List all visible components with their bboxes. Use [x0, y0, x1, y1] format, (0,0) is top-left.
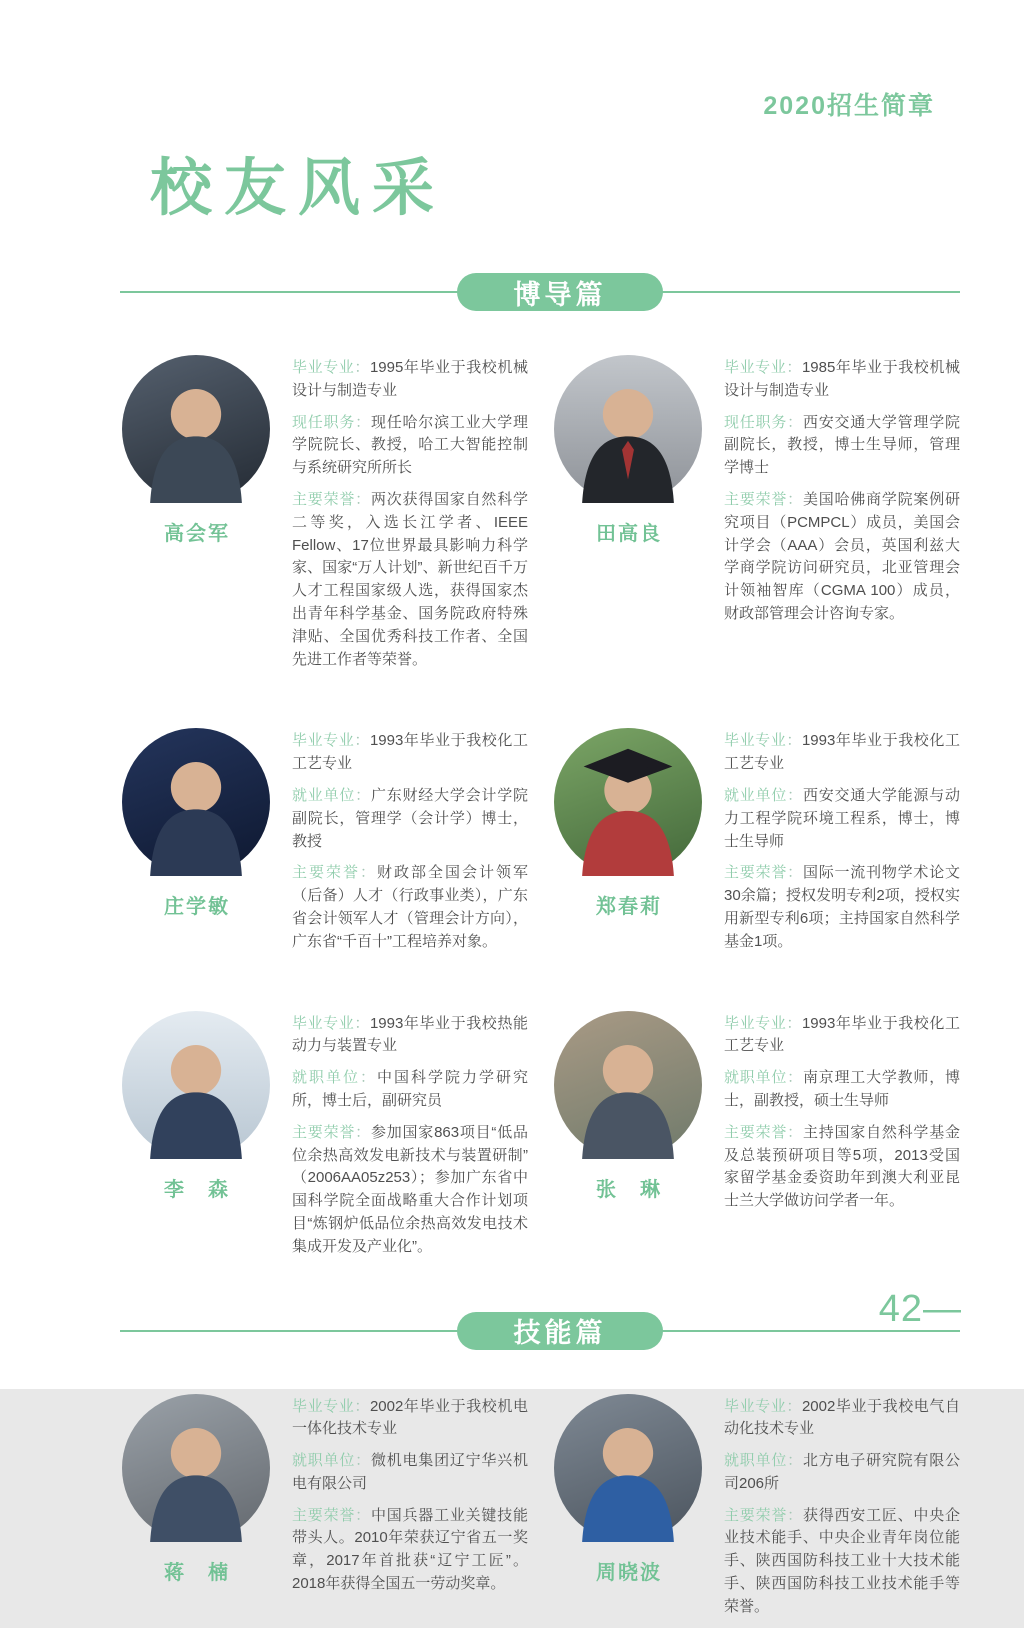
- profile-info: [724, 1011, 960, 1222]
- field-colon: ：: [787, 1123, 803, 1141]
- profile-field: [724, 730, 960, 776]
- field-text: 两次获得国家自然科学二等奖，入选长江学者、IEEE Fellow、17位世界最具影响力科学家、国家“万人计划”、新世纪百千万人才工程国家级人选，获得国家杰出青年科学基金、国务院政府特殊津贴、全国优秀科技工作者、全国先进工作者等荣誉。: [292, 490, 528, 668]
- profile-card: [122, 728, 528, 962]
- profile-field: [292, 1505, 528, 1596]
- profile-photo: [554, 728, 702, 876]
- profile-info: [292, 1011, 528, 1268]
- profile-field: [724, 785, 960, 853]
- profile-card: [554, 1394, 960, 1628]
- field-colon: ：: [786, 359, 802, 376]
- profile-field: [724, 412, 960, 480]
- field-text: 国际一流刊物学术论文30余篇；授权发明专利2项，授权实用新型专利6项；主持国家自然科学基金1项。: [724, 864, 960, 950]
- section-badge: 博导篇: [457, 273, 663, 311]
- profile-name: 李 森: [164, 1178, 230, 1201]
- field-text: 西安交通大学能源与动力工程学院环境工程系，博士，博士生导师: [724, 786, 960, 850]
- profile-name: 蒋 楠: [164, 1561, 230, 1584]
- profile-photo: [554, 1011, 702, 1159]
- section-divider: [120, 1312, 960, 1350]
- page-number: 42—: [878, 1288, 962, 1330]
- profile-card: [122, 1011, 528, 1268]
- field-label: 主要荣誉: [292, 1123, 356, 1141]
- field-text: 微机电集团辽宁华兴机电有限公司: [292, 1452, 528, 1492]
- graduate-silhouette-icon: [554, 728, 702, 876]
- field-colon: ：: [787, 413, 803, 431]
- profile-field: [724, 357, 960, 403]
- profile-photo: [122, 728, 270, 876]
- field-text: 美国哈佛商学院案例研究项目（PCMPCL）成员，美国会计学会（AAA）会员，英国利兹大学商学院访问研究员，北亚管理会计领袖智库（CGMA 100）成员，财政部管理会计咨询专家。: [724, 490, 960, 622]
- profile-card: [554, 728, 960, 962]
- photo-column: [554, 1011, 704, 1202]
- field-label: 就职单位: [292, 1452, 356, 1470]
- field-colon: ：: [787, 1506, 803, 1524]
- photo-column: [554, 355, 704, 546]
- field-label: 现任职务: [724, 413, 788, 431]
- profile-info: [292, 355, 528, 680]
- field-text: 2002毕业于我校电气自动化技术专业: [724, 1397, 960, 1438]
- profile-name: 郑春莉: [596, 896, 662, 919]
- field-text: 主持国家自然科学基金及总装预研项目等5项，2013受国家留学基金委资助年到澳大利亚昆士兰大学做访问学者一年。: [724, 1123, 960, 1210]
- field-text: 1993年毕业于我校化工工艺专业: [724, 732, 960, 773]
- profile-name: 张 琳: [596, 1178, 662, 1201]
- field-colon: ：: [355, 1506, 371, 1524]
- profile-field: [724, 1067, 960, 1113]
- profiles-grid: [0, 1350, 1024, 1628]
- profile-field: [292, 1013, 528, 1059]
- field-colon: ：: [355, 490, 371, 508]
- profile-field: [292, 357, 528, 403]
- field-text: 现任哈尔滨工业大学理学院院长、教授，哈工大智能控制与系统研究所所长: [292, 413, 528, 477]
- profile-info: [292, 1394, 528, 1605]
- field-label: 主要荣誉: [724, 1506, 788, 1524]
- field-colon: ：: [355, 1452, 371, 1470]
- field-text: 2002年毕业于我校机电一体化技术专业: [292, 1397, 528, 1438]
- person-silhouette-icon: [554, 1011, 702, 1159]
- profile-photo: [122, 355, 270, 503]
- profile-field: [724, 1505, 960, 1619]
- person-silhouette-icon: [122, 1394, 270, 1542]
- field-label: 毕业专业: [292, 1014, 355, 1032]
- profile-field: [724, 1013, 960, 1059]
- field-text: 西安交通大学管理学院副院长，教授，博士生导师，管理学博士: [724, 413, 960, 477]
- field-colon: ：: [786, 732, 802, 750]
- profile-info: [724, 728, 960, 962]
- field-colon: ：: [355, 786, 371, 804]
- profile-field: [724, 1122, 960, 1213]
- profile-field: [292, 862, 528, 953]
- field-text: 参加国家863项目“低品位余热高效发电新技术与装置研制”（2006AA05z253）；参加广东省中国科学院全面战略重大合作计划项目“炼钢炉低品位余热高效发电技术集成开发及产业化”。: [292, 1123, 528, 1255]
- field-label: 主要荣誉: [724, 1123, 788, 1141]
- field-colon: ：: [786, 1397, 802, 1415]
- field-label: 主要荣誉: [292, 1506, 356, 1524]
- profile-photo: [122, 1011, 270, 1159]
- field-colon: ：: [354, 1397, 370, 1415]
- profile-name: 庄学敏: [164, 896, 230, 919]
- field-text: 1995年毕业于我校机械设计与制造专业: [292, 359, 528, 399]
- field-colon: ：: [355, 413, 371, 431]
- person-silhouette-icon: [554, 1394, 702, 1542]
- profile-field: [724, 1396, 960, 1442]
- field-text: 财政部全国会计领军（后备）人才（行政事业类），广东省会计领军人才（管理会计方向），广东省“千百十”工程培养对象。: [292, 864, 528, 950]
- field-text: 南京理工大学教师，博士，副教授，硕士生导师: [724, 1069, 960, 1109]
- field-label: 毕业专业: [724, 1397, 787, 1415]
- field-colon: ：: [354, 732, 370, 750]
- field-label: 就业单位: [724, 786, 788, 804]
- photo-column: [554, 1394, 704, 1585]
- photo-column: [122, 1394, 272, 1585]
- profile-field: [724, 862, 960, 953]
- person-silhouette-icon: [122, 728, 270, 876]
- field-label: 主要荣誉: [724, 490, 788, 508]
- profile-name: 高会军: [164, 523, 230, 545]
- profile-field: [292, 1122, 528, 1259]
- person-silhouette-icon: [122, 355, 270, 503]
- field-label: 主要荣誉: [292, 864, 360, 882]
- section-divider: [120, 273, 960, 311]
- field-colon: ：: [786, 1014, 802, 1032]
- section-skills: [0, 1312, 1024, 1628]
- photo-column: [122, 728, 272, 919]
- profile-info: [292, 728, 528, 962]
- field-label: 毕业专业: [292, 359, 355, 376]
- field-label: 现任职务: [292, 413, 356, 431]
- section-doctoral-supervisors: [0, 273, 1024, 1268]
- profile-card: [122, 355, 528, 680]
- page-title: 校友风采: [150, 154, 447, 223]
- field-colon: ：: [787, 1069, 803, 1087]
- field-text: 1985年毕业于我校机械设计与制造专业: [724, 359, 960, 399]
- profile-field: [292, 730, 528, 776]
- field-label: 毕业专业: [724, 1014, 787, 1032]
- field-colon: ：: [354, 359, 370, 376]
- field-colon: ：: [787, 1452, 803, 1470]
- profile-field: [724, 1450, 960, 1496]
- profile-photo: [554, 1394, 702, 1542]
- profiles-grid: [0, 311, 1024, 1268]
- field-colon: ：: [787, 786, 803, 804]
- field-colon: ：: [360, 864, 377, 882]
- field-label: 就职单位: [724, 1452, 788, 1470]
- profile-card: [122, 1394, 528, 1628]
- profile-field: [292, 785, 528, 853]
- field-colon: ：: [787, 864, 803, 882]
- header-badge: 2020招生简章: [763, 92, 935, 120]
- field-label: 主要荣誉: [724, 864, 788, 882]
- section-badge: 技能篇: [457, 1312, 663, 1350]
- profile-field: [724, 489, 960, 626]
- profile-field: [292, 1396, 528, 1442]
- photo-column: [122, 355, 272, 546]
- profile-photo: [122, 1394, 270, 1542]
- field-text: 中国兵器工业关键技能带头人。2010年荣获辽宁省五一奖章，2017年首批获“辽宁工匠”。2018年获得全国五一劳动奖章。: [292, 1506, 528, 1593]
- field-label: 主要荣誉: [292, 490, 356, 508]
- profile-info: [724, 355, 960, 635]
- profile-card: [554, 1011, 960, 1268]
- person-silhouette-icon: [554, 355, 702, 503]
- field-label: 毕业专业: [292, 1397, 355, 1415]
- person-silhouette-icon: [122, 1011, 270, 1159]
- field-colon: ：: [355, 1123, 371, 1141]
- field-label: 毕业专业: [724, 732, 787, 750]
- field-text: 广东财经大学会计学院副院长，管理学（会计学）博士，教授: [292, 786, 528, 850]
- profile-name: 周晓波: [596, 1561, 662, 1584]
- profile-field: [292, 1067, 528, 1113]
- field-label: 就职单位: [724, 1069, 788, 1087]
- field-text: 1993年毕业于我校化工工艺专业: [724, 1014, 960, 1055]
- field-text: 1993年毕业于我校化工工艺专业: [292, 732, 528, 773]
- profile-name: 田高良: [596, 523, 662, 545]
- field-label: 毕业专业: [292, 732, 355, 750]
- profile-field: [292, 1450, 528, 1496]
- field-text: 北方电子研究院有限公司206所: [724, 1452, 960, 1492]
- field-colon: ：: [787, 490, 803, 508]
- field-text: 1993年毕业于我校热能动力与装置专业: [292, 1014, 528, 1055]
- field-label: 就职单位: [292, 1069, 360, 1087]
- field-colon: ：: [360, 1069, 377, 1087]
- profile-card: [554, 355, 960, 680]
- profile-photo: [554, 355, 702, 503]
- photo-column: [122, 1011, 272, 1202]
- profile-field: [292, 489, 528, 671]
- profile-info: [724, 1394, 960, 1628]
- photo-column: [554, 728, 704, 919]
- field-label: 就业单位: [292, 786, 356, 804]
- field-text: 中国科学院力学研究所，博士后，副研究员: [292, 1069, 528, 1109]
- field-text: 获得西安工匠、中央企业技术能手、中央企业青年岗位能手、陕西国防科技工业十大技术能手、陕西国防科技工业技术能手等荣誉。: [724, 1506, 960, 1615]
- field-colon: ：: [354, 1014, 370, 1032]
- field-label: 毕业专业: [724, 359, 787, 376]
- profile-field: [292, 412, 528, 480]
